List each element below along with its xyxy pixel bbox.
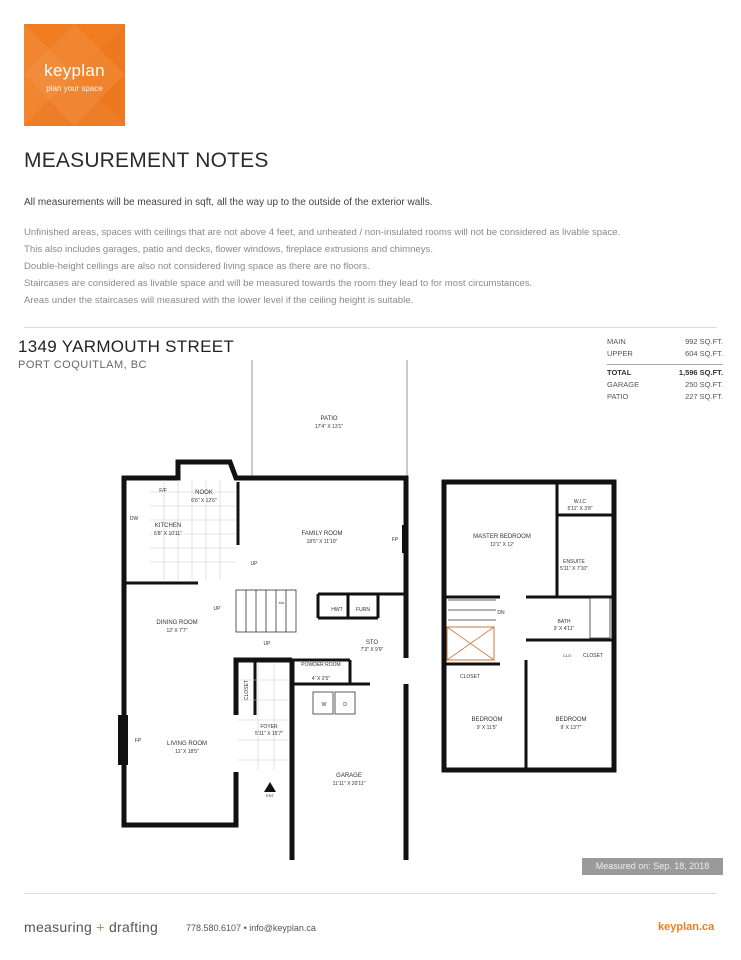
room-family: FAMILY ROOM <box>301 531 343 537</box>
svg-text:5'11" X 3'8": 5'11" X 3'8" <box>567 506 593 512</box>
label-clo: CLO <box>562 653 572 658</box>
label-sto-small: sto. <box>278 600 286 605</box>
footer-divider <box>24 893 717 894</box>
room-bedroom-2: BEDROOM <box>471 717 503 723</box>
bathtub <box>590 598 610 638</box>
area-upper: UPPER 604 SQ.FT. <box>607 349 723 358</box>
svg-text:9' X 13'7": 9' X 13'7" <box>560 725 582 731</box>
label-dn: DN <box>497 610 505 616</box>
note-item: Unfinished areas, spaces with ceilings that are not above 4 feet, and unheated / non-insulated rooms will not be considered as livable space. <box>24 227 621 238</box>
label-fp-living: FP <box>134 738 142 744</box>
measured-date-stamp: Measured on: Sep. 18, 2018 <box>582 858 723 875</box>
notes-list <box>24 224 736 309</box>
main-floor-walls <box>124 462 406 860</box>
upper-floor-walls <box>444 482 614 770</box>
label-washer: W <box>321 702 327 708</box>
floor-plan <box>0 360 741 860</box>
address-street: 1349 YARMOUTH STREET <box>18 337 235 356</box>
svg-text:9' X 11'5": 9' X 11'5" <box>476 725 498 731</box>
note-item: This also includes garages, patio and decks, flower windows, fireplace extrusions and chimneys. <box>24 244 434 255</box>
svg-text:12' X 7'7": 12' X 7'7" <box>166 628 188 634</box>
room-powder: POWDER ROOM <box>301 662 341 668</box>
svg-text:5'8" X 10'11": 5'8" X 10'11" <box>154 531 182 537</box>
fireplace-family <box>402 525 408 553</box>
address-city: PORT COQUITLAM, BC <box>18 359 148 371</box>
footer-contact: 778.580.6107 • info@keyplan.ca <box>186 923 316 933</box>
footer-website-link[interactable]: keyplan.ca <box>658 921 715 933</box>
room-ensuite: ENSUITE <box>563 559 585 565</box>
room-living: LIVING ROOM <box>166 741 208 747</box>
label-hwt: HWT <box>331 607 343 613</box>
main-stairs <box>236 590 296 632</box>
area-garage: GARAGE 250 SQ.FT. <box>607 380 723 389</box>
room-sto: STO <box>365 640 379 646</box>
room-dining: DINING ROOM <box>156 620 198 626</box>
label-up-2: UP <box>213 606 221 612</box>
divider <box>24 327 717 328</box>
svg-text:9' X 4'11": 9' X 4'11" <box>553 626 575 632</box>
room-garage: GARAGE <box>336 773 362 779</box>
note-item: Double-height ceilings are also not considered living space as there are no floors. <box>24 261 370 272</box>
label-fp-family: FP <box>391 537 399 543</box>
svg-text:4' X 2'5": 4' X 2'5" <box>311 676 331 682</box>
room-nook: NOOK <box>195 490 213 496</box>
intro-text: All measurements will be measured in sqft, all the way up to the outside of the exterior walls. <box>24 197 433 208</box>
room-bedroom-3: BEDROOM <box>555 717 587 723</box>
svg-text:5'11" X 7'10": 5'11" X 7'10" <box>560 566 588 572</box>
area-total: TOTAL 1,596 SQ.FT. <box>607 368 723 377</box>
area-main: MAIN 992 SQ.FT. <box>607 337 723 346</box>
label-dw: DW <box>129 516 139 522</box>
room-wic: W.I.C <box>573 499 587 505</box>
footer-brand: measuring + drafting <box>24 919 159 935</box>
label-closet-bed3: CLOSET <box>582 653 604 659</box>
keyplan-logo <box>24 24 125 126</box>
upper-inner-walls <box>444 482 614 770</box>
label-ff: F/F <box>159 488 167 494</box>
fireplace-living <box>118 715 128 765</box>
entry-arrow-icon <box>264 782 276 792</box>
area-patio: PATIO 227 SQ.FT. <box>607 392 723 401</box>
note-item: Staircases are considered as livable space and will be measured towards the room they lead to for most circumstances. <box>24 278 533 289</box>
svg-text:6'6" X 12'6": 6'6" X 12'6" <box>191 498 217 504</box>
svg-text:11'11" X 20'11": 11'11" X 20'11" <box>332 781 366 787</box>
upper-stairs <box>448 600 496 620</box>
footer-email[interactable]: info@keyplan.ca <box>249 923 316 933</box>
room-kitchen: KITCHEN <box>154 523 182 529</box>
page-title: MEASUREMENT NOTES <box>24 149 269 172</box>
label-furn: FURN <box>356 607 370 613</box>
room-master: MASTER BEDROOM <box>473 534 531 540</box>
label-dryer: D <box>343 702 347 708</box>
note-item: Areas under the staircases will measured with the lower level if the ceiling height is suitable. <box>24 295 414 306</box>
svg-text:12'1" X 12': 12'1" X 12' <box>490 542 514 548</box>
footer-phone: 778.580.6107 <box>186 923 242 933</box>
svg-text:5'11" X 15'7": 5'11" X 15'7" <box>255 731 283 737</box>
foyer-tiles <box>238 662 290 770</box>
label-ent: ENT <box>266 793 274 798</box>
label-closet-bed2: CLOSET <box>459 674 481 680</box>
label-up-3: UP <box>263 641 271 647</box>
room-patio: PATIO <box>320 416 338 422</box>
logo-tagline: plan your space <box>46 84 103 93</box>
svg-text:12' X 18'5": 12' X 18'5" <box>175 749 199 755</box>
label-up-1: UP <box>250 561 258 567</box>
label-closet-foyer: CLOSET <box>244 679 250 701</box>
logo-wordmark: keyplan <box>44 61 105 80</box>
svg-text:17'4" X 13'1": 17'4" X 13'1" <box>314 424 344 430</box>
kitchen-tiles <box>150 480 236 580</box>
svg-text:18'5" X 11'10": 18'5" X 11'10" <box>306 539 338 545</box>
svg-text:7'3" X 9'9": 7'3" X 9'9" <box>360 647 384 653</box>
room-bath: BATH <box>557 619 571 625</box>
room-foyer: FOYER <box>260 724 278 730</box>
